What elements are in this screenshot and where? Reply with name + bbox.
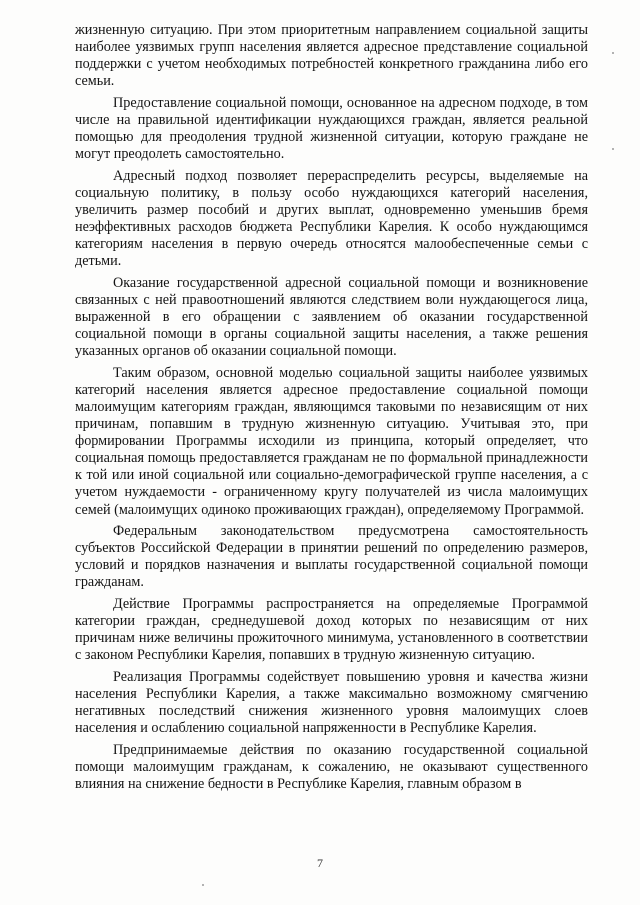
paragraph-basic-model: Таким образом, основной моделью социальной защиты наиболее уязвимых категорий населения является адресное предоставление социальной помощи малоимущим категориям граждан, являющимся таковыми по независящим от них причинам, попавшим в трудную жизненную ситуацию. Учитывая это, при формировании Программы исходили из принципа, который определяет, что социальная помощь предоставляется гражданам не по формальной принадлежности к той или иной социальной или социально-демографической группе населения, а с учетом нуждаемости - ограниченному кругу получателей из числа малоимущих семей (малоимущих одиноко проживающих граждан), определяемому Программой. — [75, 364, 588, 518]
paragraph-actions-taken: Предпринимаемые действия по оказанию государственной социальной помощи малоимущим гражданам, к сожалению, не оказывают существенного влияния на снижение бедности в Республике Карелия, главным образом в — [75, 741, 588, 792]
scan-speck — [612, 52, 614, 54]
paragraph-program-scope: Действие Программы распространяется на определяемые Программой категории граждан, среднедушевой доход которых по независящим от них причинам ниже величины прожиточного минимума, установленного в соответствии с законом Республики Карелия, попавших в трудную жизненную ситуацию. — [75, 596, 588, 664]
scan-speck — [202, 884, 204, 886]
paragraph-continuation: жизненную ситуацию. При этом приоритетным направлением социальной защиты наиболее уязвимых групп населения является адресное представление социальной поддержки с учетом необходимых потребностей конкретного гражданина либо его семьи. — [75, 22, 588, 90]
paragraph-program-implementation: Реализация Программы содействует повышению уровня и качества жизни населения Республики Карелия, а также максимально возможному смягчению негативных последствий снижения жизненного уровня малоимущих слоев населения и ослаблению социальной напряженности в Республике Карелия. — [75, 668, 588, 737]
paragraph-targeted-assistance: Предоставление социальной помощи, основанное на адресном подходе, в том числе на правильной идентификации нуждающихся граждан, является реальной помощью для преодоления трудной жизненной ситуации, которую граждане не могут преодолеть самостоятельно. — [75, 94, 588, 163]
paragraph-federal-legislation: Федеральным законодательством предусмотрена самостоятельность субъектов Российской Федерации в принятии решений по определению размеров, условий и порядков назначения и выплаты государственной социальной помощи гражданам. — [75, 523, 588, 591]
paragraph-assistance-provision: Оказание государственной адресной социальной помощи и возникновение связанных с ней правоотношений являются следствием воли нуждающегося лица, выраженной в его обращении с заявлением об оказании государственной социальной помощи в органы социальной защиты населения, а также решения указанных органов об оказании социальной помощи. — [75, 274, 588, 360]
paragraph-targeted-approach: Адресный подход позволяет перераспределить ресурсы, выделяемые на социальную политику, в пользу особо нуждающихся категорий населения, увеличить размер пособий и других выплат, одновременно уменьшив бремя неэффективных расходов бюджета Республики Карелия. К особо нуждающимся категориям населения в первую очередь относятся малообеспеченные семьи с детьми. — [75, 167, 588, 270]
page-number: 7 — [317, 856, 323, 870]
document-body — [75, 22, 588, 798]
scan-speck — [612, 148, 614, 150]
